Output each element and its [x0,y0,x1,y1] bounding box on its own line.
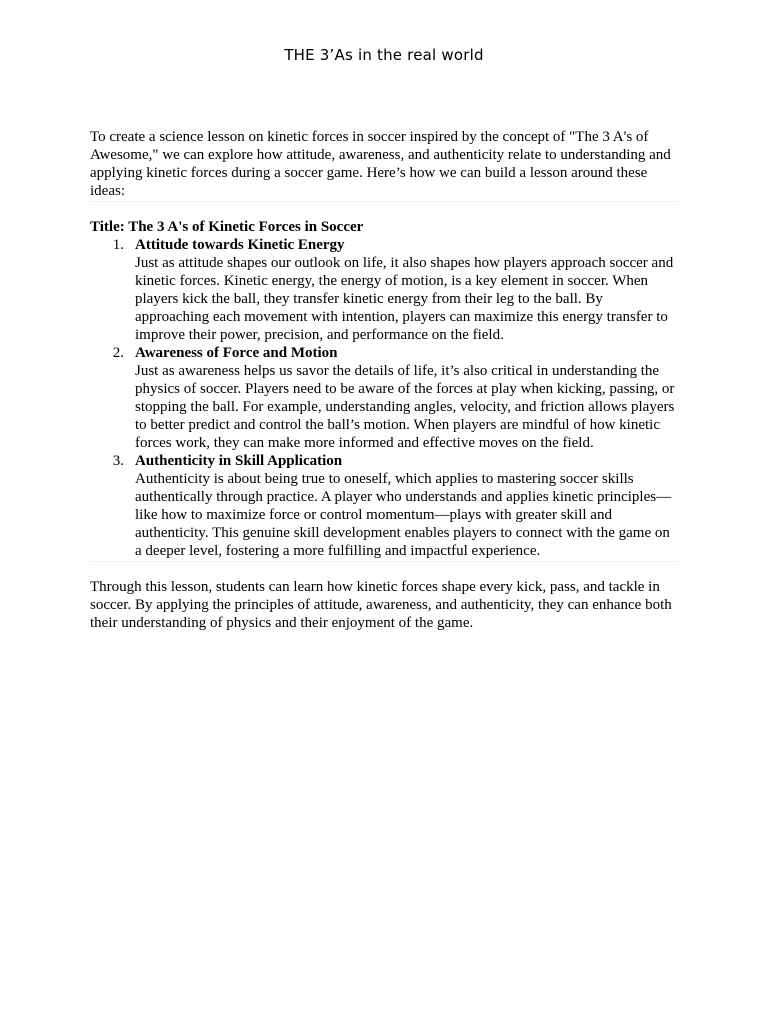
intro-paragraph: To create a science lesson on kinetic forces in soccer inspired by the concept of "The 3 A's of Awesome," we can explore how attitude, awareness, and authenticity relate to understanding and applying kinetic forces during a soccer game. Here’s how we can build a lesson around these ideas: [90,128,678,202]
list-item [90,344,678,452]
list-item-number: 1. [112,237,124,253]
lesson-points-list [90,236,678,560]
document-body [90,128,678,632]
list-item-heading: Awareness of Force and Motion [135,345,338,361]
list-item-heading: Authenticity in Skill Application [135,453,343,469]
closing-paragraph: Through this lesson, students can learn how kinetic forces shape every kick, pass, and tackle in soccer. By applying the principles of attitude, awareness, and authenticity, they can enhance both their understanding of physics and their enjoyment of the game. [90,579,672,631]
list-item-text: Just as awareness helps us savor the details of life, it’s also critical in understanding the physics of soccer. Players need to be aware of the forces at play when kicking, passing, or stopping the ball. For example, understanding angles, velocity, and friction allows players to better predict and control the ball’s motion. When players are mindful of how kinetic forces work, they can make more informed and effective moves on the field. [135,363,675,451]
list-item-heading: Attitude towards Kinetic Energy [135,237,345,253]
page-title: THE 3’As in the real world [284,46,484,64]
list-item [90,236,678,344]
list-item-text: Authenticity is about being true to oneself, which applies to mastering soccer skills authentically through practice. A player who understands and applies kinetic principles—like how to maximize force or control momentum—plays with greater skill and authenticity. This genuine skill development enables players to connect with the game on a deeper level, fostering a more fulfilling and impactful experience. [135,471,672,559]
lesson-section [90,218,678,562]
list-item [90,452,678,560]
list-item-number: 2. [112,345,124,361]
list-item-text: Just as attitude shapes our outlook on life, it also shapes how players approach soccer and kinetic forces. Kinetic energy, the energy of motion, is a key element in soccer. When players kick the ball, they transfer kinetic energy from their leg to the ball. By approaching each movement with intention, players can maximize this energy transfer to improve their power, precision, and performance on the field. [135,255,674,343]
lesson-title: Title: The 3 A's of Kinetic Forces in Soccer [90,219,364,235]
list-item-number: 3. [112,453,124,469]
